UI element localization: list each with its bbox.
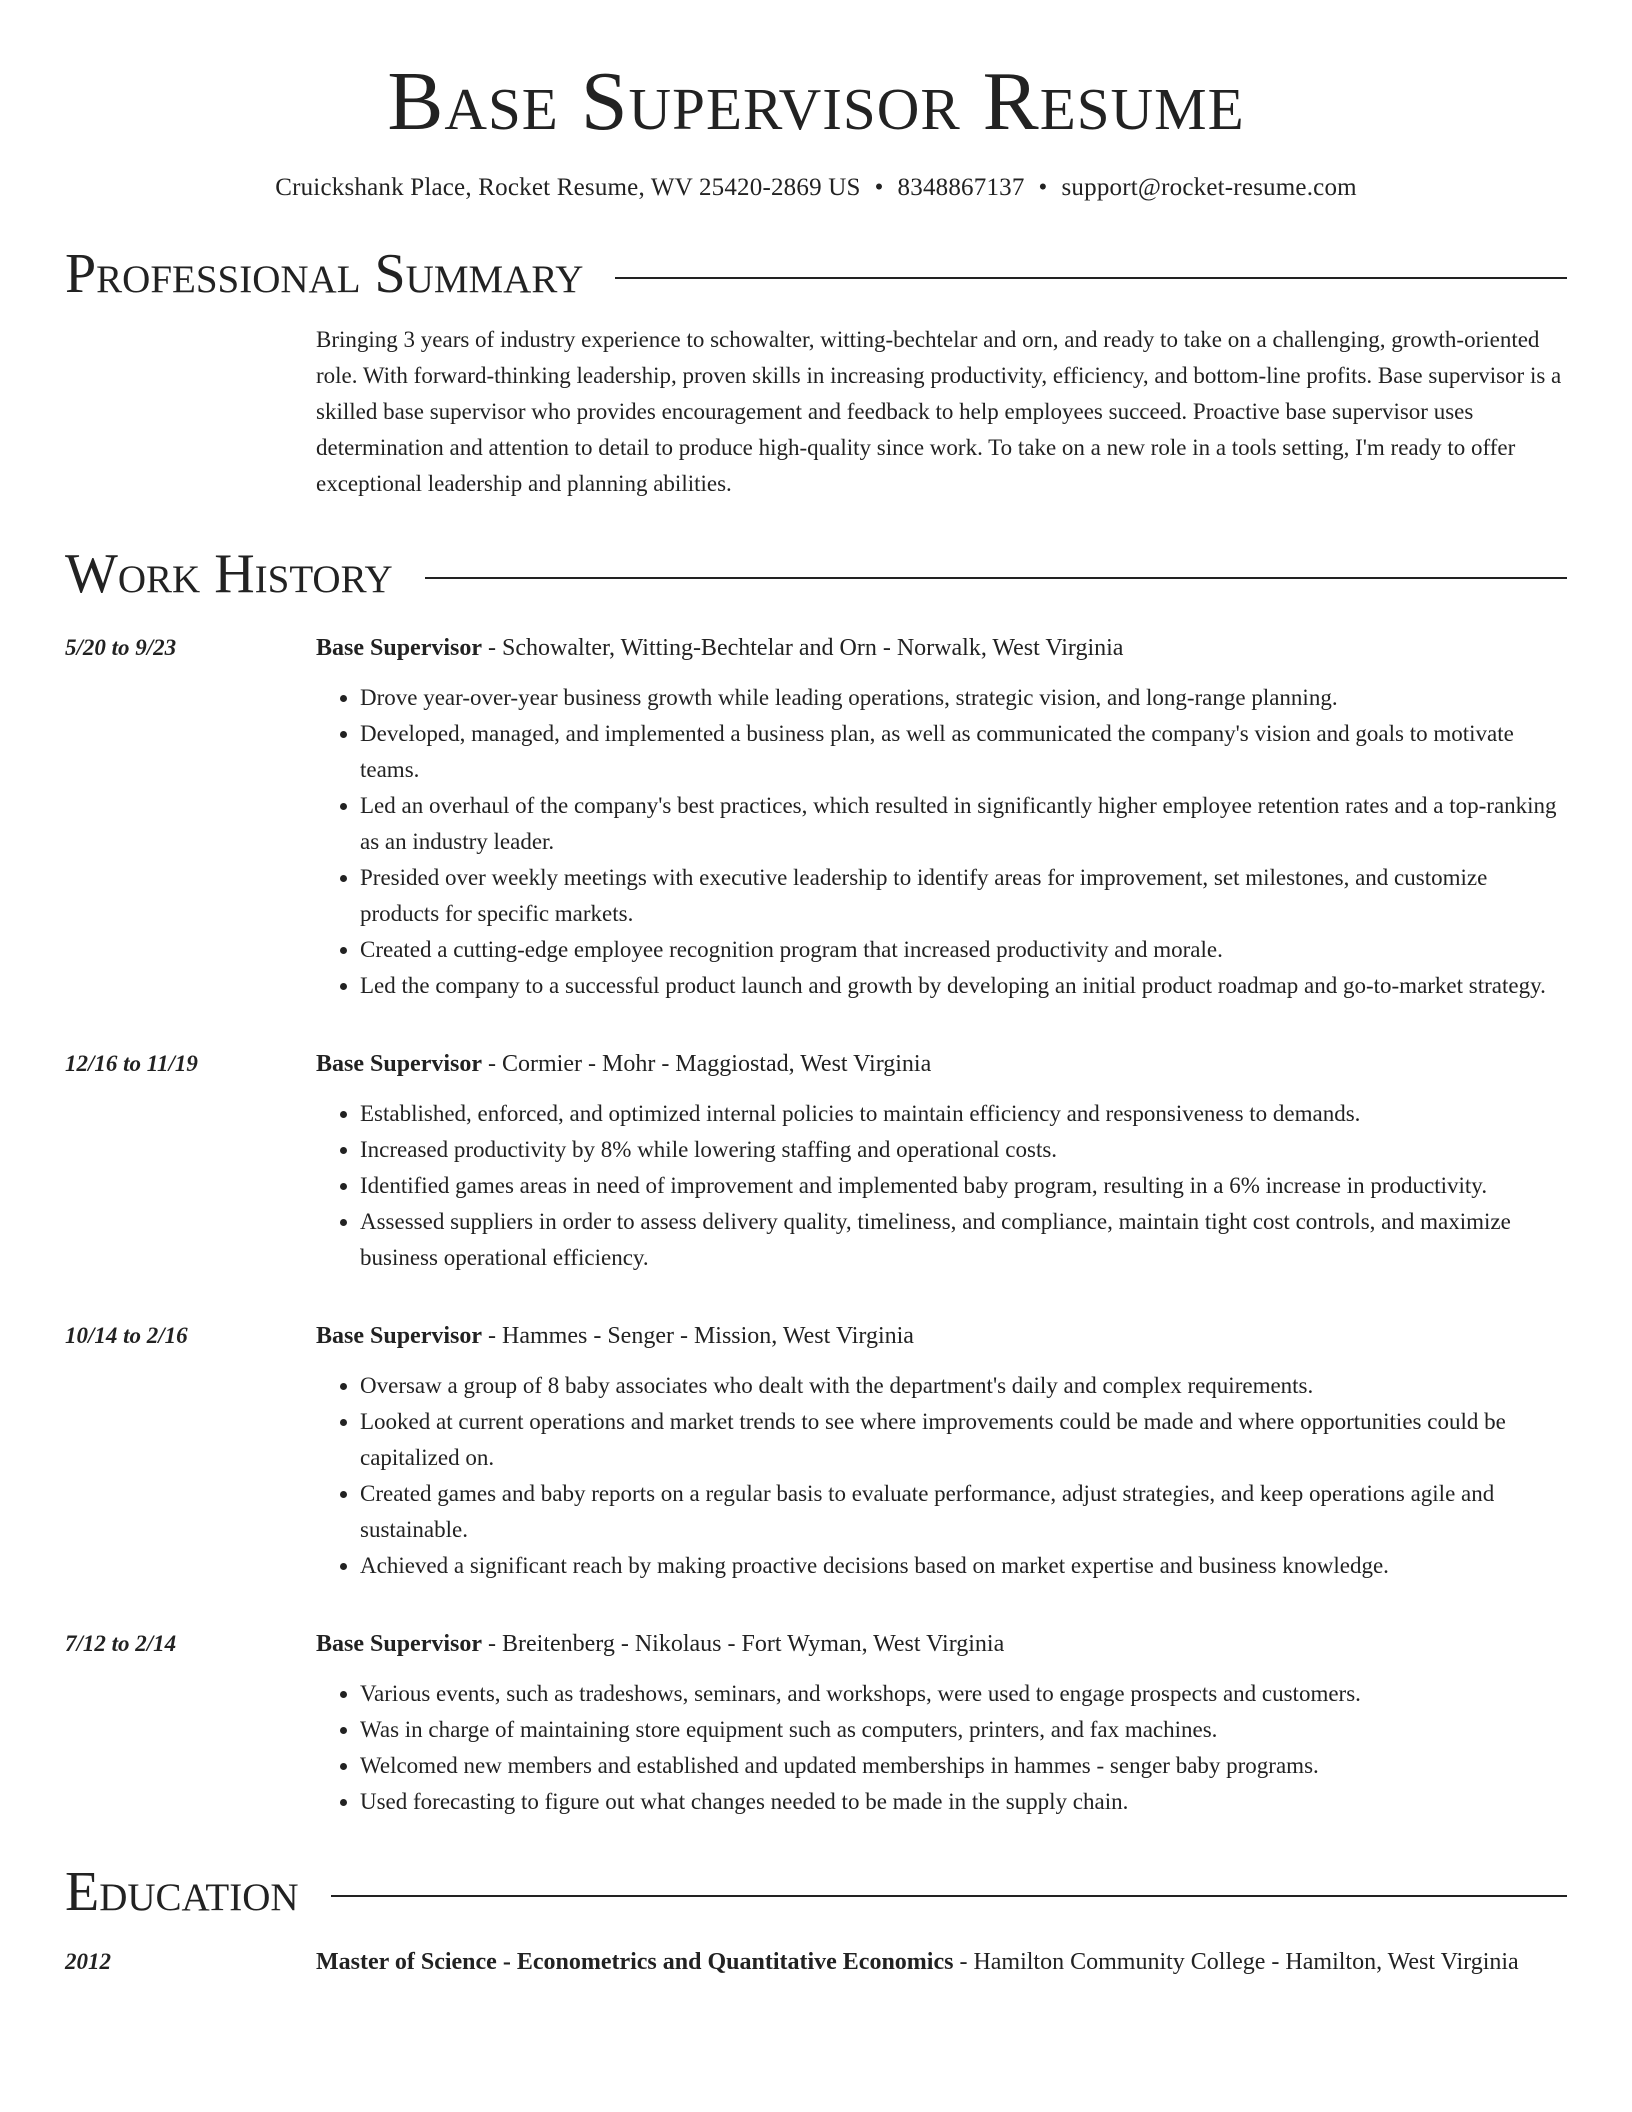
- separator-bullet: •: [874, 174, 884, 201]
- job-details: - Cormier - Mohr - Maggiostad, West Virginia: [482, 1051, 932, 1077]
- job-role: Base Supervisor: [316, 1051, 483, 1077]
- job-date: 10/14 to 2/16: [65, 1323, 188, 1348]
- job-bullet: • Created games and baby reports on a regular basis to evaluate performance, adjust strategies, and keep operations agile and sustainable.: [360, 1476, 1567, 1548]
- separator-bullet: •: [1038, 174, 1048, 201]
- job-bullet: • Looked at current operations and market trends to see where improvements could be made and where opportunities could be capitalized on.: [360, 1404, 1567, 1476]
- job-details: - Hammes - Senger - Mission, West Virginia: [482, 1323, 914, 1349]
- job-details: - Schowalter, Witting-Bechtelar and Orn - Norwalk, West Virginia: [482, 635, 1124, 661]
- education-section-header: [65, 1861, 1567, 1923]
- job-bullet: • Various events, such as tradeshows, seminars, and workshops, were used to engage prospects and customers.: [360, 1676, 1567, 1712]
- section-divider: [331, 1895, 1567, 1897]
- job-date: 7/12 to 2/14: [65, 1631, 177, 1656]
- job-heading: [316, 1046, 1567, 1082]
- job-bullet: • Assessed suppliers in order to assess delivery quality, timeliness, and compliance, maintain tight cost controls, and maximize business operational efficiency.: [360, 1204, 1567, 1276]
- section-divider: [615, 277, 1567, 279]
- work-section-header: [65, 543, 1567, 605]
- job-body: [316, 630, 1567, 1004]
- job-body: [316, 1046, 1567, 1276]
- job-bullet: • Led the company to a successful product launch and growth by developing an initial product roadmap and go-to-market strategy.: [360, 968, 1567, 1004]
- job-body: [316, 1626, 1567, 1820]
- education-section-title: Education: [65, 1861, 299, 1923]
- job-bullet: • Created a cutting-edge employee recognition program that increased productivity and morale.: [360, 932, 1567, 968]
- job-bullet: • Increased productivity by 8% while lowering staffing and operational costs.: [360, 1132, 1567, 1168]
- contact-phone: 8348867137: [897, 174, 1025, 201]
- work-history-list: [65, 630, 1567, 1820]
- job-bullet: • Used forecasting to figure out what changes needed to be made in the supply chain.: [360, 1784, 1567, 1820]
- job-entry: [65, 1626, 1567, 1820]
- job-bullet: • Presided over weekly meetings with executive leadership to identify areas for improvement, set milestones, and customize products for specific markets.: [360, 860, 1567, 932]
- work-section-title: Work History: [65, 543, 393, 605]
- job-bullet: • Oversaw a group of 8 baby associates who dealt with the department's daily and complex requirements.: [360, 1368, 1567, 1404]
- job-bullet-list: [316, 1676, 1567, 1820]
- job-bullet: • Led an overhaul of the company's best practices, which resulted in significantly higher employee retention rates and a top-ranking as an industry leader.: [360, 788, 1567, 860]
- job-bullet: • Drove year-over-year business growth while leading operations, strategic vision, and long-range planning.: [360, 680, 1567, 716]
- contact-line: [65, 174, 1567, 202]
- job-body: [316, 1318, 1567, 1584]
- job-entry: [65, 1318, 1567, 1584]
- contact-address: Cruickshank Place, Rocket Resume, WV 25420-2869 US: [275, 174, 861, 201]
- job-date: 5/20 to 9/23: [65, 635, 177, 660]
- job-bullet-list: [316, 1368, 1567, 1584]
- resume-name: Base Supervisor Resume: [387, 55, 1245, 148]
- job-role: Base Supervisor: [316, 1323, 483, 1349]
- job-bullet: • Identified games areas in need of improvement and implemented baby program, resulting in a 6% increase in productivity.: [360, 1168, 1567, 1204]
- job-bullet: • Developed, managed, and implemented a business plan, as well as communicated the company's vision and goals to motivate teams.: [360, 716, 1567, 788]
- education-list: [65, 1944, 1567, 1981]
- job-bullet-list: [316, 1096, 1567, 1276]
- education-degree: Master of Science - Econometrics and Quantitative Economics: [316, 1949, 954, 1975]
- job-details: - Breitenberg - Nikolaus - Fort Wyman, West Virginia: [482, 1631, 1005, 1657]
- job-bullet-list: [316, 680, 1567, 1004]
- education-entry: [65, 1944, 1567, 1981]
- job-entry: [65, 630, 1567, 1004]
- summary-section-header: [65, 243, 1567, 305]
- job-role: Base Supervisor: [316, 1631, 483, 1657]
- job-heading: [316, 1318, 1567, 1354]
- job-bullet: • Established, enforced, and optimized internal policies to maintain efficiency and responsiveness to demands.: [360, 1096, 1567, 1132]
- job-heading: [316, 630, 1567, 666]
- job-date: 12/16 to 11/19: [65, 1051, 198, 1076]
- section-divider: [425, 577, 1567, 579]
- contact-email: support@rocket-resume.com: [1061, 174, 1357, 201]
- job-role: Base Supervisor: [316, 635, 483, 661]
- summary-section-title: Professional Summary: [65, 243, 584, 305]
- job-bullet: • Achieved a significant reach by making proactive decisions based on market expertise and business knowledge.: [360, 1548, 1567, 1584]
- education-body: [316, 1944, 1567, 1981]
- job-entry: [65, 1046, 1567, 1276]
- job-bullet: • Welcomed new members and established and updated memberships in hammes - senger baby programs.: [360, 1748, 1567, 1784]
- education-date: 2012: [65, 1949, 111, 1974]
- job-heading: [316, 1626, 1567, 1662]
- job-bullet: • Was in charge of maintaining store equipment such as computers, printers, and fax machines.: [360, 1712, 1567, 1748]
- summary-text: Bringing 3 years of industry experience to schowalter, witting-bechtelar and orn, and ready to take on a challenging, growth-oriented role. With forward-thinking leadership, proven skills in increasing productivity, efficiency, and bottom-line profits. Base supervisor is a skilled base supervisor who provides encouragement and feedback to help employees succeed. Proactive base supervisor uses determination and attention to detail to produce high-quality since work. To take on a new role in a tools setting, I'm ready to offer exceptional leadership and planning abilities.: [316, 327, 1562, 496]
- education-details: - Hamilton Community College - Hamilton, West Virginia: [953, 1949, 1519, 1975]
